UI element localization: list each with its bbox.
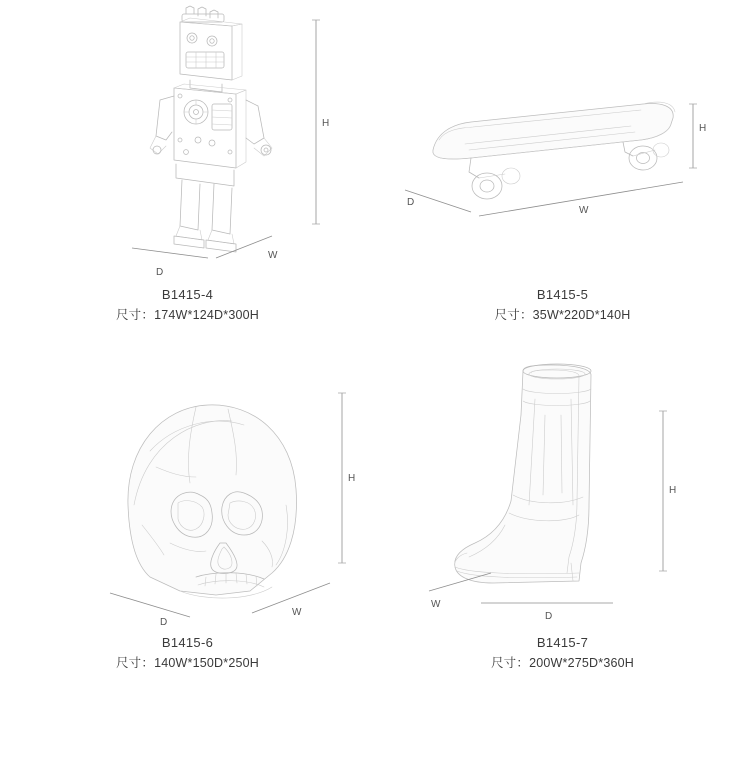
robot-w-label: W xyxy=(268,250,278,261)
caption-b1415-5 xyxy=(375,285,750,325)
product-code: B1415-4 xyxy=(161,287,214,302)
boot-d-label: D xyxy=(545,611,553,622)
product-code: B1415-5 xyxy=(536,287,589,302)
skull-d-label: D xyxy=(160,617,168,628)
product-dimensions: 尺寸：140W*150D*250H xyxy=(115,656,260,670)
skull-illustration xyxy=(0,355,375,635)
skull-w-label: W xyxy=(292,607,302,618)
boot-glass-illustration xyxy=(375,355,750,635)
skull-h-label: H xyxy=(348,473,356,484)
skateboard-w-label: W xyxy=(579,205,589,216)
skateboard-h-label: H xyxy=(699,123,707,134)
robot-h-label: H xyxy=(322,118,330,129)
product-cell-b1415-7 xyxy=(375,355,750,695)
product-cell-b1415-5 xyxy=(375,0,750,340)
caption-b1415-7 xyxy=(375,633,750,673)
robot-d-label: D xyxy=(156,267,164,278)
product-dimensions: 尺寸：35W*220D*140H xyxy=(494,308,631,322)
skateboard-illustration xyxy=(375,0,750,280)
boot-h-label: H xyxy=(669,485,677,496)
boot-w-label: W xyxy=(431,599,441,610)
caption-b1415-4 xyxy=(0,285,375,325)
product-cell-b1415-4 xyxy=(0,0,375,340)
robot-toy-illustration xyxy=(0,0,375,280)
product-code: B1415-6 xyxy=(161,635,214,650)
skateboard-d-label: D xyxy=(407,197,415,208)
caption-b1415-6 xyxy=(0,633,375,673)
product-dimensions: 尺寸：200W*275D*360H xyxy=(490,656,635,670)
product-cell-b1415-6 xyxy=(0,355,375,695)
product-code: B1415-7 xyxy=(536,635,589,650)
product-dimensions: 尺寸：174W*124D*300H xyxy=(115,308,260,322)
